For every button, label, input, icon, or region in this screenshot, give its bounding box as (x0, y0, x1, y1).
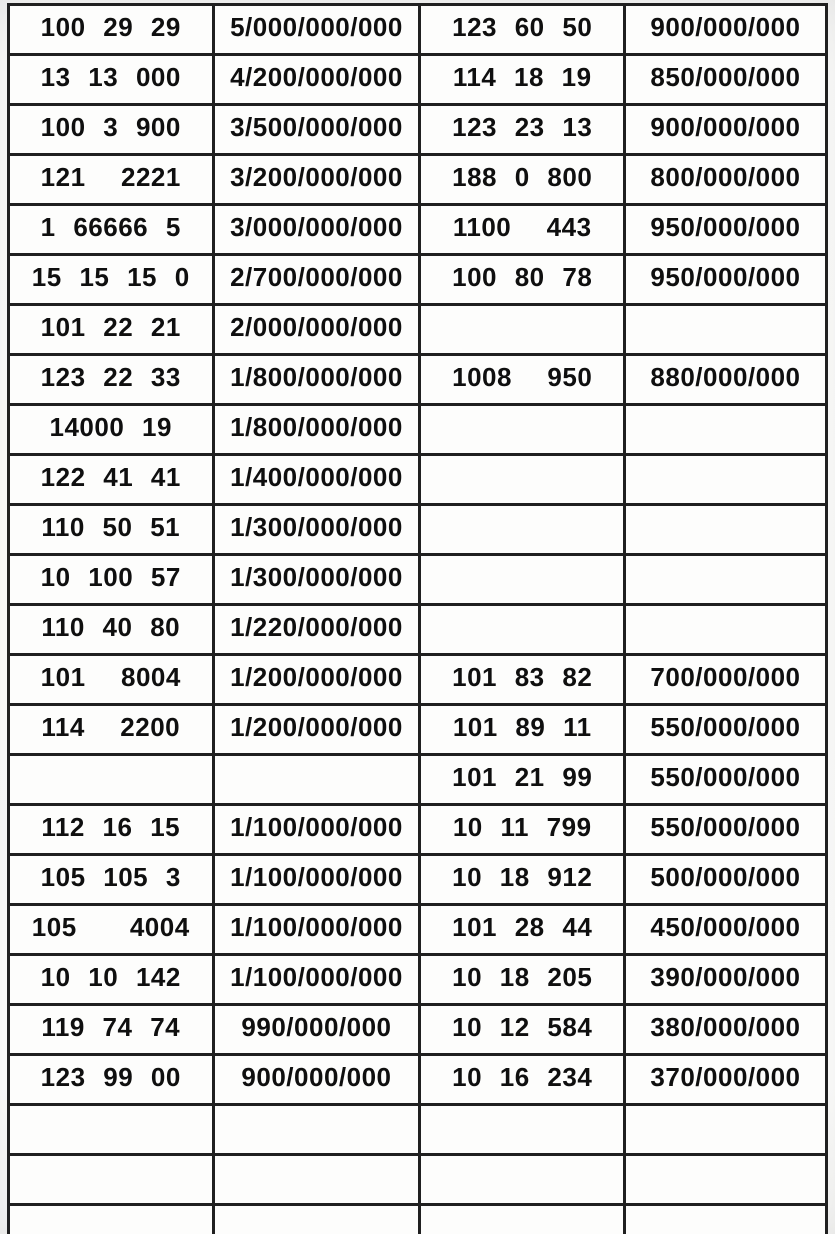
table-row (9, 455, 827, 505)
price-cell: 880/000/000 (624, 355, 826, 405)
phone-number-cell: 112 16 15 (9, 805, 214, 855)
phone-number-cell (420, 305, 625, 355)
phone-number-cell: 15 15 15 0 (9, 255, 214, 305)
phone-number-cell: 119 74 74 (9, 1005, 214, 1055)
price-cell (213, 755, 420, 805)
price-table (7, 3, 828, 1234)
table-row (9, 1005, 827, 1055)
phone-number-cell: 123 22 33 (9, 355, 214, 405)
price-cell (624, 1205, 826, 1234)
price-cell: 950/000/000 (624, 255, 826, 305)
table-row (9, 355, 827, 405)
phone-number-cell: 101 83 82 (420, 655, 625, 705)
table-row (9, 705, 827, 755)
phone-number-cell: 10 16 234 (420, 1055, 625, 1105)
phone-number-cell (420, 605, 625, 655)
price-cell: 5/000/000/000 (213, 5, 420, 55)
price-cell (213, 1155, 420, 1205)
table-row (9, 5, 827, 55)
table-row (9, 55, 827, 105)
price-cell: 1/220/000/000 (213, 605, 420, 655)
phone-number-cell: 123 23 13 (420, 105, 625, 155)
table-row (9, 1205, 827, 1234)
phone-number-cell: 105 105 3 (9, 855, 214, 905)
phone-number-cell: 122 41 41 (9, 455, 214, 505)
price-cell: 900/000/000 (213, 1055, 420, 1105)
price-cell: 900/000/000 (624, 5, 826, 55)
table-row (9, 555, 827, 605)
table-row (9, 505, 827, 555)
price-cell: 4/200/000/000 (213, 55, 420, 105)
phone-number-cell: 10 12 584 (420, 1005, 625, 1055)
price-cell: 2/000/000/000 (213, 305, 420, 355)
price-cell: 1/100/000/000 (213, 805, 420, 855)
table-row (9, 655, 827, 705)
price-cell: 900/000/000 (624, 105, 826, 155)
phone-number-cell: 1100 443 (420, 205, 625, 255)
phone-number-cell (420, 555, 625, 605)
table-row (9, 255, 827, 305)
price-cell: 1/100/000/000 (213, 905, 420, 955)
price-cell: 1/300/000/000 (213, 555, 420, 605)
phone-number-cell: 110 50 51 (9, 505, 214, 555)
phone-number-cell: 101 21 99 (420, 755, 625, 805)
price-cell (624, 1105, 826, 1155)
table-row (9, 405, 827, 455)
phone-number-cell (420, 1105, 625, 1155)
table-row (9, 955, 827, 1005)
table-row (9, 605, 827, 655)
phone-number-cell: 10 100 57 (9, 555, 214, 605)
table-row (9, 1155, 827, 1205)
phone-number-cell: 10 11 799 (420, 805, 625, 855)
table-row (9, 1055, 827, 1105)
price-cell: 1/200/000/000 (213, 705, 420, 755)
phone-number-cell (420, 505, 625, 555)
phone-number-cell (420, 455, 625, 505)
price-cell: 450/000/000 (624, 905, 826, 955)
table-row (9, 205, 827, 255)
phone-number-cell: 100 3 900 (9, 105, 214, 155)
table-row (9, 805, 827, 855)
price-cell: 850/000/000 (624, 55, 826, 105)
phone-number-cell: 1 66666 5 (9, 205, 214, 255)
phone-number-cell (9, 1105, 214, 1155)
price-cell: 700/000/000 (624, 655, 826, 705)
table-row (9, 305, 827, 355)
phone-number-cell: 14000 19 (9, 405, 214, 455)
phone-number-cell: 101 28 44 (420, 905, 625, 955)
price-cell: 550/000/000 (624, 705, 826, 755)
price-cell: 1/800/000/000 (213, 355, 420, 405)
phone-number-cell: 100 29 29 (9, 5, 214, 55)
price-table-body (9, 5, 827, 1234)
price-cell (624, 1155, 826, 1205)
price-cell: 800/000/000 (624, 155, 826, 205)
phone-number-cell: 105 4004 (9, 905, 214, 955)
table-row (9, 105, 827, 155)
phone-number-cell (420, 405, 625, 455)
price-cell: 3/500/000/000 (213, 105, 420, 155)
phone-number-cell: 10 10 142 (9, 955, 214, 1005)
phone-number-cell: 101 89 11 (420, 705, 625, 755)
phone-number-cell: 10 18 205 (420, 955, 625, 1005)
table-row (9, 155, 827, 205)
price-cell: 990/000/000 (213, 1005, 420, 1055)
price-cell (624, 455, 826, 505)
phone-number-cell (420, 1205, 625, 1234)
phone-number-cell: 123 99 00 (9, 1055, 214, 1105)
price-cell: 2/700/000/000 (213, 255, 420, 305)
price-cell: 550/000/000 (624, 805, 826, 855)
phone-number-cell: 114 18 19 (420, 55, 625, 105)
phone-number-cell: 123 60 50 (420, 5, 625, 55)
price-cell: 1/100/000/000 (213, 855, 420, 905)
phone-number-cell (9, 1155, 214, 1205)
phone-number-cell: 10 18 912 (420, 855, 625, 905)
phone-number-cell: 1008 950 (420, 355, 625, 405)
price-cell (213, 1205, 420, 1234)
price-cell: 1/300/000/000 (213, 505, 420, 555)
price-cell (624, 505, 826, 555)
phone-number-cell: 101 8004 (9, 655, 214, 705)
phone-number-cell: 121 2221 (9, 155, 214, 205)
price-cell: 3/200/000/000 (213, 155, 420, 205)
price-cell (213, 1105, 420, 1155)
phone-number-cell (9, 1205, 214, 1234)
phone-number-cell (420, 1155, 625, 1205)
price-cell: 550/000/000 (624, 755, 826, 805)
table-row (9, 755, 827, 805)
phone-number-cell: 100 80 78 (420, 255, 625, 305)
phone-number-cell (9, 755, 214, 805)
phone-number-cell: 188 0 800 (420, 155, 625, 205)
price-cell: 390/000/000 (624, 955, 826, 1005)
phone-number-cell: 13 13 000 (9, 55, 214, 105)
phone-number-cell: 110 40 80 (9, 605, 214, 655)
price-cell (624, 605, 826, 655)
price-cell: 950/000/000 (624, 205, 826, 255)
price-cell: 370/000/000 (624, 1055, 826, 1105)
price-cell (624, 305, 826, 355)
phone-number-cell: 101 22 21 (9, 305, 214, 355)
table-row (9, 1105, 827, 1155)
price-cell (624, 555, 826, 605)
price-cell: 1/200/000/000 (213, 655, 420, 705)
price-cell: 3/000/000/000 (213, 205, 420, 255)
price-cell: 500/000/000 (624, 855, 826, 905)
phone-number-cell: 114 2200 (9, 705, 214, 755)
price-cell: 1/800/000/000 (213, 405, 420, 455)
table-row (9, 855, 827, 905)
table-row (9, 905, 827, 955)
price-cell (624, 405, 826, 455)
price-cell: 1/400/000/000 (213, 455, 420, 505)
price-cell: 380/000/000 (624, 1005, 826, 1055)
price-cell: 1/100/000/000 (213, 955, 420, 1005)
